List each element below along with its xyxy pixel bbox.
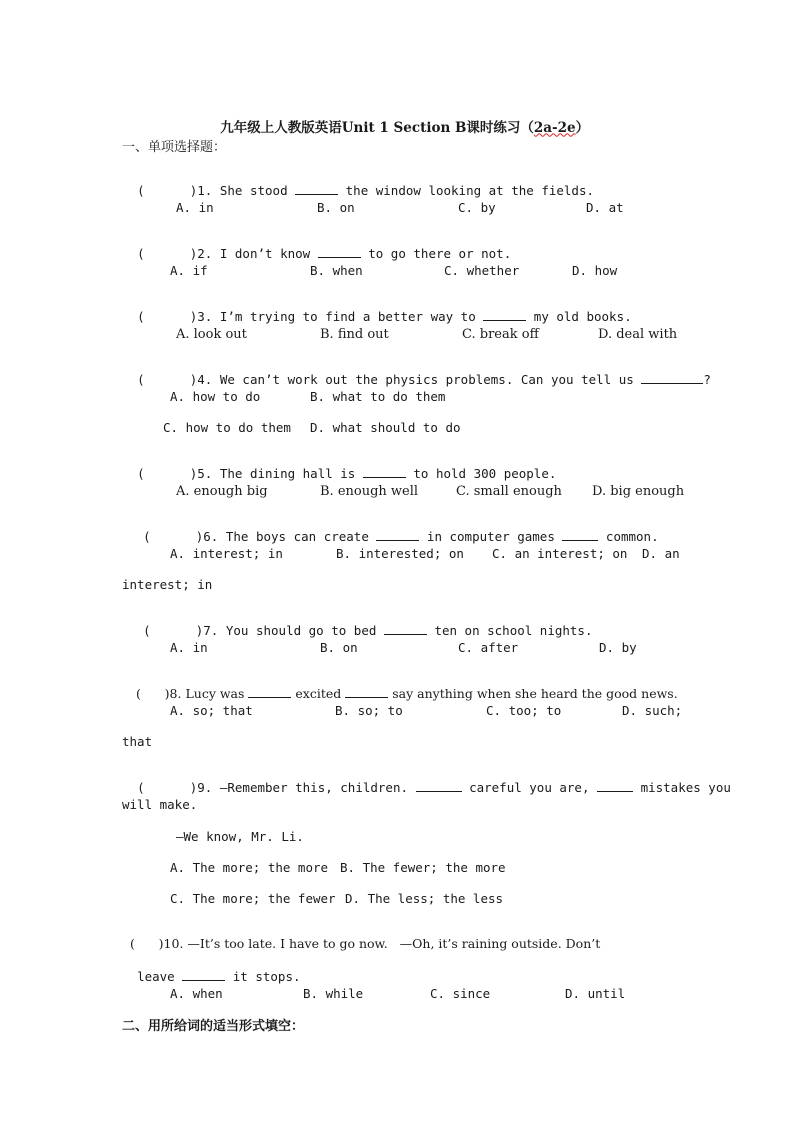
option: D. deal with	[598, 327, 678, 342]
option: D. such;	[622, 703, 683, 718]
option: B. on	[317, 200, 355, 215]
option: C. whether	[444, 263, 520, 278]
option: B. enough well	[320, 484, 419, 499]
option: B. when	[310, 263, 363, 278]
question-3: ( )3. I’m trying to find a better way to my old books.	[137, 308, 632, 324]
question-6: ( )6. The boys can create in computer games common.	[143, 528, 659, 544]
question-number: ( )8.	[135, 685, 182, 701]
option: D. The less; the less	[345, 891, 504, 906]
option: C. an interest; on	[492, 546, 628, 561]
question-8: ( )8. Lucy was excited say anything when she heard the good news.	[135, 685, 678, 701]
option: C. too; to	[486, 703, 562, 718]
answer-blank[interactable]	[416, 781, 462, 792]
option: D. at	[586, 200, 624, 215]
option: B. while	[303, 986, 364, 1001]
answer-blank[interactable]	[345, 687, 388, 698]
answer-blank[interactable]	[376, 530, 419, 541]
question-number: ( )1.	[137, 182, 213, 198]
option: A. enough big	[176, 484, 268, 499]
answer-blank[interactable]	[483, 310, 526, 321]
answer-blank[interactable]	[248, 687, 291, 698]
question-wrap: that	[122, 734, 153, 749]
option: D. an	[642, 546, 680, 561]
question-wrap: will make.	[122, 797, 198, 812]
option: A. look out	[176, 327, 247, 342]
question-number: ( )10.	[129, 935, 184, 951]
option: B. find out	[320, 327, 389, 342]
question-number: ( )5.	[137, 465, 213, 481]
title-close: ）	[575, 119, 590, 136]
question-5: ( )5. The dining hall is to hold 300 people.	[137, 465, 557, 481]
option: A. if	[170, 263, 208, 278]
option: C. how to do them	[163, 420, 291, 435]
option: B. what to do them	[310, 389, 446, 404]
question-wrap: leave it stops.	[137, 968, 301, 984]
option: B. on	[320, 640, 358, 655]
option: C. The more; the fewer	[170, 891, 336, 906]
option: D. what should to do	[310, 420, 461, 435]
answer-blank[interactable]	[597, 781, 633, 792]
answer-blank[interactable]	[384, 624, 427, 635]
answer-blank[interactable]	[641, 373, 703, 384]
option: C. small enough	[456, 484, 562, 499]
question-2: ( )2. I don’t know to go there or not.	[137, 245, 512, 261]
section2-heading: 二、用所给词的适当形式填空：	[122, 1019, 305, 1034]
option: A. how to do	[170, 389, 261, 404]
question-number: ( )3.	[137, 308, 213, 324]
option: C. after	[458, 640, 519, 655]
section1-heading: 一、单项选择题：	[122, 140, 227, 155]
option: D. by	[599, 640, 637, 655]
question-wrap: interest; in	[122, 577, 213, 592]
option: D. until	[565, 986, 626, 1001]
option: B. The fewer; the more	[340, 860, 506, 875]
answer-blank[interactable]	[182, 970, 225, 981]
option: A. The more; the more	[170, 860, 329, 875]
option: D. how	[572, 263, 618, 278]
title-underlined: 2a-2e	[533, 119, 576, 136]
option: A. so; that	[170, 703, 253, 718]
question-number: ( )4.	[137, 371, 213, 387]
option: A. interest; in	[170, 546, 283, 561]
question-reply: —We know, Mr. Li.	[176, 829, 304, 844]
option: C. break off	[462, 327, 539, 342]
option: B. interested; on	[336, 546, 464, 561]
question-number: ( )7.	[143, 622, 219, 638]
question-9: ( )9. —Remember this, children. careful you are, mistakes you	[137, 779, 731, 795]
page-title	[0, 108, 800, 135]
answer-blank[interactable]	[318, 247, 361, 258]
answer-blank[interactable]	[295, 184, 338, 195]
option: B. so; to	[335, 703, 403, 718]
question-4: ( )4. We can’t work out the physics problems. Can you tell us ?	[137, 371, 711, 387]
question-7: ( )7. You should go to bed ten on school nights.	[143, 622, 593, 638]
option: C. since	[430, 986, 491, 1001]
title-main: 九年级上人教版英语Unit 1 Section B课时练习（	[220, 119, 534, 136]
option: D. big enough	[592, 484, 685, 499]
answer-blank[interactable]	[562, 530, 598, 541]
question-10: ( )10. —It’s too late. I have to go now. —Oh, it’s raining outside. Don’t	[129, 935, 601, 951]
answer-blank[interactable]	[363, 467, 406, 478]
question-1: ( )1. She stood the window looking at the fields.	[137, 182, 595, 198]
option: C. by	[458, 200, 496, 215]
option: A. when	[170, 986, 223, 1001]
question-number: ( )9.	[137, 779, 213, 795]
question-number: ( )6.	[143, 528, 219, 544]
question-number: ( )2.	[137, 245, 213, 261]
option: A. in	[170, 640, 208, 655]
option: A. in	[176, 200, 214, 215]
